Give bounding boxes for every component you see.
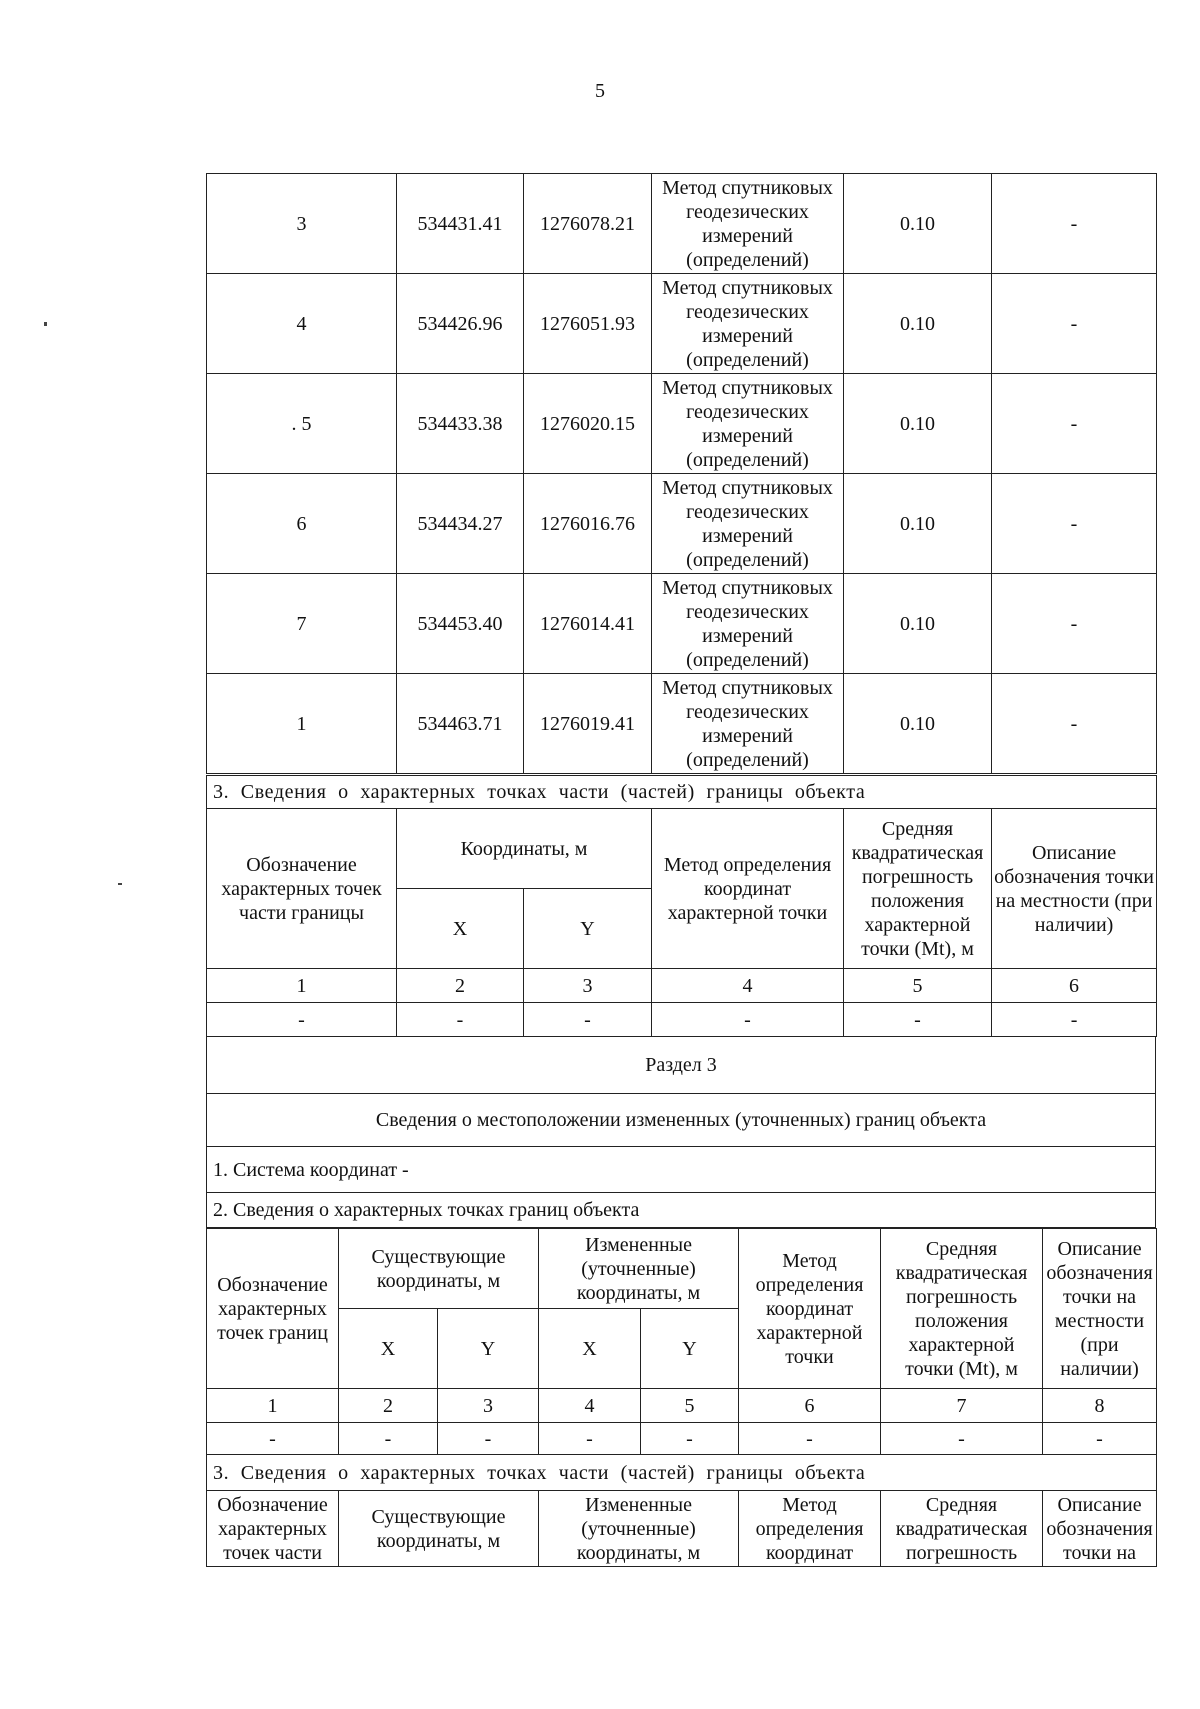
empty-row-cell: -	[641, 1423, 739, 1455]
s3-part-header-designation: Обозначение характерных точек части	[207, 1491, 339, 1567]
s3-header-designation: Обозначение характерных точек границ	[207, 1229, 339, 1389]
scan-speck	[118, 883, 122, 885]
x-cell: 534463.71	[397, 674, 524, 774]
empty-row-cell: -	[652, 1003, 844, 1037]
point-cell: 6	[207, 474, 397, 574]
header-method: Метод определения координат характерной точки	[652, 809, 844, 969]
part-points-table	[206, 775, 1157, 1037]
header-y: Y	[524, 889, 652, 969]
points-table	[206, 173, 1157, 774]
s3-part-header-method: Метод определения координат	[739, 1491, 881, 1567]
column-number-row-cell: 5	[844, 969, 992, 1003]
section3-title: Раздел 3	[207, 1037, 1156, 1094]
table-row	[207, 274, 1157, 374]
method-cell: Метод спутниковых геодезических измерений (определений)	[652, 574, 844, 674]
header-coordinates: Координаты, м	[397, 809, 652, 889]
mt-cell: 0.10	[844, 274, 992, 374]
table-row	[207, 174, 1157, 274]
description-cell: -	[992, 274, 1157, 374]
s3-header-x-changed: X	[539, 1309, 641, 1389]
table-row	[207, 674, 1157, 774]
column-number-row-cell: 2	[397, 969, 524, 1003]
x-cell: 534431.41	[397, 174, 524, 274]
s3-part-title: 3. Сведения о характерных точках части (частей) границы объекта	[207, 1455, 1157, 1491]
column-number-row-cell: 5	[641, 1389, 739, 1423]
point-cell: 3	[207, 174, 397, 274]
column-number-row-cell: 3	[524, 969, 652, 1003]
section3-subtitle: Сведения о местоположении измененных (уточненных) границ объекта	[207, 1094, 1156, 1147]
empty-row-cell: -	[524, 1003, 652, 1037]
x-cell: 534434.27	[397, 474, 524, 574]
column-number-row	[207, 1389, 1157, 1423]
part-title: 3. Сведения о характерных точках части (частей) границы объекта	[207, 776, 1157, 809]
y-cell: 1276051.93	[524, 274, 652, 374]
description-cell: -	[992, 574, 1157, 674]
s3-header-x-existing: X	[339, 1309, 438, 1389]
y-cell: 1276014.41	[524, 574, 652, 674]
mt-cell: 0.10	[844, 174, 992, 274]
coordinate-system: 1. Система координат -	[207, 1147, 1156, 1193]
section3-points-table	[206, 1228, 1157, 1567]
part-points-block	[206, 775, 1156, 1037]
method-cell: Метод спутниковых геодезических измерений (определений)	[652, 474, 844, 574]
s3-header-y-changed: Y	[641, 1309, 739, 1389]
s3-header-existing: Существующие координаты, м	[339, 1229, 539, 1309]
s3-header-mt: Средняя квадратическая погрешность положения характерной точки (Mt), м	[881, 1229, 1043, 1389]
point-cell: 1	[207, 674, 397, 774]
column-number-row-cell: 3	[438, 1389, 539, 1423]
mt-cell: 0.10	[844, 474, 992, 574]
empty-row-cell: -	[844, 1003, 992, 1037]
column-number-row-cell: 6	[992, 969, 1157, 1003]
s3-header-description: Описание обозначения точки на местности (при наличии)	[1043, 1229, 1157, 1389]
header-x: X	[397, 889, 524, 969]
column-number-row-cell: 8	[1043, 1389, 1157, 1423]
x-cell: 534433.38	[397, 374, 524, 474]
method-cell: Метод спутниковых геодезических измерений (определений)	[652, 374, 844, 474]
points-table-block	[206, 173, 1156, 774]
s3-part-header-mt: Средняя квадратическая погрешность	[881, 1491, 1043, 1567]
empty-row-cell: -	[438, 1423, 539, 1455]
scan-speck	[44, 322, 47, 326]
description-cell: -	[992, 374, 1157, 474]
table-row	[207, 574, 1157, 674]
s3-header-y-existing: Y	[438, 1309, 539, 1389]
mt-cell: 0.10	[844, 574, 992, 674]
column-number-row-cell: 2	[339, 1389, 438, 1423]
empty-row-cell: -	[992, 1003, 1157, 1037]
s3-part-header-description: Описание обозначения точки на	[1043, 1491, 1157, 1567]
section3-header-table	[206, 1036, 1156, 1228]
column-number-row-cell: 1	[207, 969, 397, 1003]
point-cell: 7	[207, 574, 397, 674]
header-designation: Обозначение характерных точек части границы	[207, 809, 397, 969]
column-number-row-cell: 4	[539, 1389, 641, 1423]
empty-row-cell: -	[739, 1423, 881, 1455]
y-cell: 1276016.76	[524, 474, 652, 574]
s3-header-method: Метод определения координат характерной точки	[739, 1229, 881, 1389]
header-description: Описание обозначения точки на местности (при наличии)	[992, 809, 1157, 969]
empty-row-cell: -	[339, 1423, 438, 1455]
empty-row	[207, 1003, 1157, 1037]
method-cell: Метод спутниковых геодезических измерений (определений)	[652, 174, 844, 274]
method-cell: Метод спутниковых геодезических измерений (определений)	[652, 274, 844, 374]
method-cell: Метод спутниковых геодезических измерений (определений)	[652, 674, 844, 774]
mt-cell: 0.10	[844, 674, 992, 774]
empty-row-cell: -	[207, 1003, 397, 1037]
table-row	[207, 474, 1157, 574]
section3-block	[206, 1036, 1156, 1567]
empty-row-cell: -	[539, 1423, 641, 1455]
description-cell: -	[992, 474, 1157, 574]
y-cell: 1276019.41	[524, 674, 652, 774]
y-cell: 1276078.21	[524, 174, 652, 274]
column-number-row-cell: 6	[739, 1389, 881, 1423]
description-cell: -	[992, 674, 1157, 774]
column-number-row	[207, 969, 1157, 1003]
page-number: 5	[595, 80, 605, 102]
table-row	[207, 374, 1157, 474]
empty-row-cell: -	[207, 1423, 339, 1455]
s3-part-header-changed: Измененные (уточненные) координаты, м	[539, 1491, 739, 1567]
column-number-row-cell: 1	[207, 1389, 339, 1423]
header-mt: Средняя квадратическая погрешность положения характерной точки (Mt), м	[844, 809, 992, 969]
description-cell: -	[992, 174, 1157, 274]
point-cell: . 5	[207, 374, 397, 474]
empty-row-cell: -	[1043, 1423, 1157, 1455]
empty-row-cell: -	[881, 1423, 1043, 1455]
x-cell: 534426.96	[397, 274, 524, 374]
x-cell: 534453.40	[397, 574, 524, 674]
s3-part-header-existing: Существующие координаты, м	[339, 1491, 539, 1567]
empty-row-cell: -	[397, 1003, 524, 1037]
s3-header-changed: Измененные (уточненные) координаты, м	[539, 1229, 739, 1309]
y-cell: 1276020.15	[524, 374, 652, 474]
point-cell: 4	[207, 274, 397, 374]
column-number-row-cell: 7	[881, 1389, 1043, 1423]
section3-points-title: 2. Сведения о характерных точках границ объекта	[207, 1193, 1156, 1228]
column-number-row-cell: 4	[652, 969, 844, 1003]
empty-row	[207, 1423, 1157, 1455]
mt-cell: 0.10	[844, 374, 992, 474]
